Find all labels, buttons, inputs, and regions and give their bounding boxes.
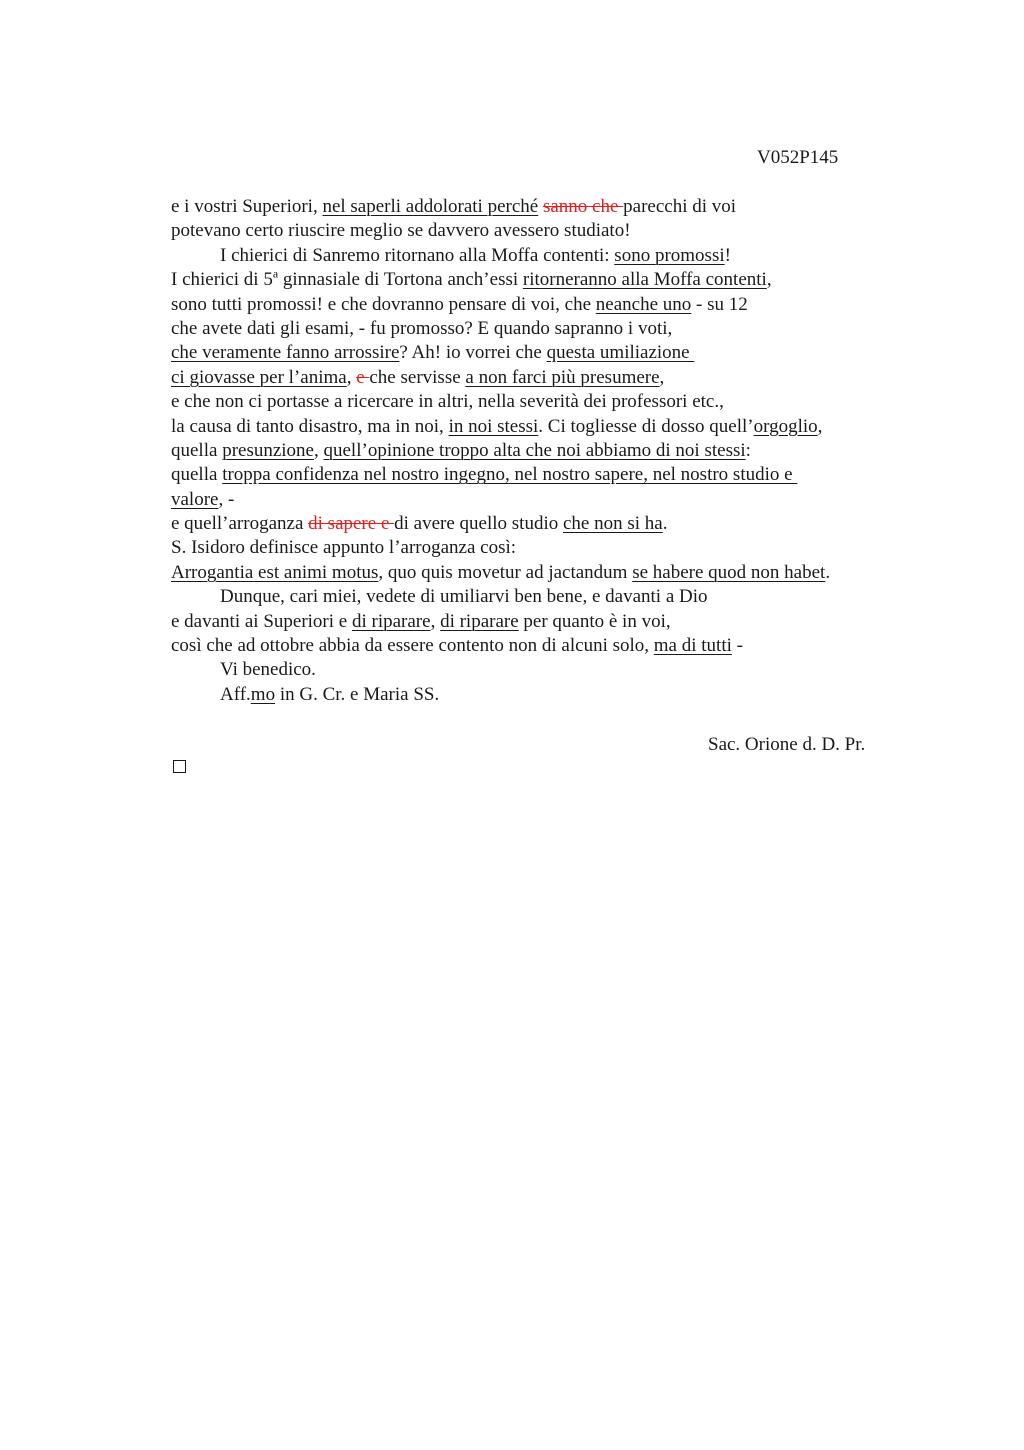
text-segment: I chierici di Sanremo ritornano alla Moffa contenti:	[220, 244, 615, 266]
text-line	[171, 390, 901, 414]
underlined-text: a non farci più presumere	[465, 366, 660, 388]
underlined-text: presunzione	[222, 439, 314, 461]
text-segment: e i vostri Superiori,	[171, 196, 323, 217]
underlined-text: nel saperli addolorati perché	[322, 196, 539, 217]
text-segment: S. Isidoro definisce appunto l’arroganza così:	[171, 537, 517, 559]
text-segment: ,	[430, 610, 441, 632]
text-segment: e che non ci portasse a ricercare in altri, nella severità dei professori etc.,	[171, 391, 724, 413]
text-segment: per quanto è in voi,	[518, 610, 671, 632]
underlined-text: sono promossi	[614, 244, 725, 266]
text-line	[171, 488, 901, 512]
text-segment: e davanti ai Superiori e	[171, 610, 352, 632]
underlined-text: di riparare	[440, 610, 519, 632]
text-segment: ginnasiale di Tortona anch’essi	[278, 269, 523, 291]
text-line	[171, 610, 901, 634]
text-segment: .	[825, 561, 831, 583]
text-segment: parecchi di voi	[623, 196, 737, 217]
text-line	[171, 536, 901, 560]
signature: Sac. Orione d. D. Pr.	[708, 734, 866, 755]
text-segment: Dunque, cari miei, vedete di umiliarvi ben bene, e davanti a Dio	[220, 586, 708, 608]
text-segment: ,	[766, 269, 772, 291]
text-segment: in G. Cr. e Maria SS.	[275, 683, 440, 705]
underlined-text: Arrogantia est animi motus	[171, 561, 379, 583]
underlined-text: ci giovasse per l’anima	[171, 366, 347, 388]
text-segment: la causa di tanto disastro, ma in noi,	[171, 415, 449, 437]
text-line	[171, 658, 901, 682]
underlined-text: di riparare	[351, 610, 431, 632]
text-line	[171, 293, 901, 317]
text-segment: -	[731, 635, 743, 657]
underlined-text: valore	[171, 488, 219, 510]
letter-body	[171, 195, 901, 707]
text-segment: I chierici di 5	[171, 269, 273, 291]
text-line	[171, 219, 901, 243]
underlined-text: ma di tutti	[653, 635, 732, 657]
underlined-text: troppa confidenza nel nostro ingegno, nel nostro sapere, nel nostro studio e	[222, 464, 798, 486]
underlined-text: che non si ha	[562, 513, 663, 535]
underlined-text: in noi stessi	[448, 415, 539, 437]
text-segment: di avere quello studio	[394, 513, 563, 535]
text-segment: Aff.	[220, 683, 251, 705]
text-segment: quella	[171, 464, 223, 486]
text-segment: .	[662, 513, 668, 535]
deleted-text: di sapere e	[308, 513, 395, 535]
underlined-text: questa umiliazione	[546, 342, 695, 364]
text-segment: quella	[171, 439, 223, 461]
underlined-text: se habere quod non habet	[632, 561, 826, 583]
text-segment: !	[724, 244, 731, 266]
text-segment: Vi benedico.	[220, 659, 316, 681]
text-segment: ,	[817, 415, 823, 437]
text-segment: ,	[346, 366, 357, 388]
underlined-text: orgoglio	[753, 415, 818, 437]
text-segment: sono tutti promossi! e che dovranno pensare di voi, che	[171, 293, 596, 315]
underlined-text: quell’opinione troppo alta che noi abbiamo di noi stessi	[323, 439, 746, 461]
text-line	[171, 366, 901, 390]
underlined-text: ritorneranno alla Moffa contenti	[522, 269, 767, 291]
text-segment: che servisse	[369, 366, 466, 388]
text-segment: ? Ah! io vorrei che	[399, 342, 547, 364]
text-line	[171, 561, 901, 585]
text-line	[171, 415, 901, 439]
text-line	[171, 244, 901, 268]
text-line	[171, 317, 901, 341]
text-segment: ,	[659, 366, 665, 388]
underlined-text: neanche uno	[595, 293, 692, 315]
text-segment: , quo quis movetur ad jactandum	[378, 561, 633, 583]
text-segment: , -	[218, 488, 235, 510]
text-segment: - su 12	[691, 293, 748, 315]
deleted-text: e	[356, 366, 370, 388]
page-reference: V052P145	[757, 147, 839, 168]
text-segment: che avete dati gli esami, - fu promosso? E quando sapranno i voti,	[171, 317, 673, 339]
text-segment: e quell’arroganza	[171, 513, 309, 535]
deleted-text: sanno che	[542, 196, 624, 217]
text-line	[171, 634, 901, 658]
underlined-text: che veramente fanno arrossire	[171, 342, 400, 364]
text-segment: . Ci togliesse di dosso quell’	[538, 415, 754, 437]
text-line	[171, 585, 901, 609]
text-segment: ,	[314, 439, 324, 461]
text-line	[171, 683, 901, 707]
text-line	[171, 463, 901, 487]
text-segment: così che ad ottobre abbia da essere contento non di alcuni solo,	[171, 635, 654, 657]
text-line	[171, 341, 901, 365]
text-line	[171, 195, 901, 219]
text-line	[171, 268, 901, 292]
text-line	[171, 439, 901, 463]
underlined-text: mo	[250, 683, 276, 705]
superscript-text: a	[272, 266, 279, 281]
text-line	[171, 512, 901, 536]
text-segment: potevano certo riuscire meglio se davvero avessero studiato!	[171, 220, 631, 242]
text-segment: :	[745, 439, 751, 461]
checkbox-square-icon	[173, 760, 186, 773]
